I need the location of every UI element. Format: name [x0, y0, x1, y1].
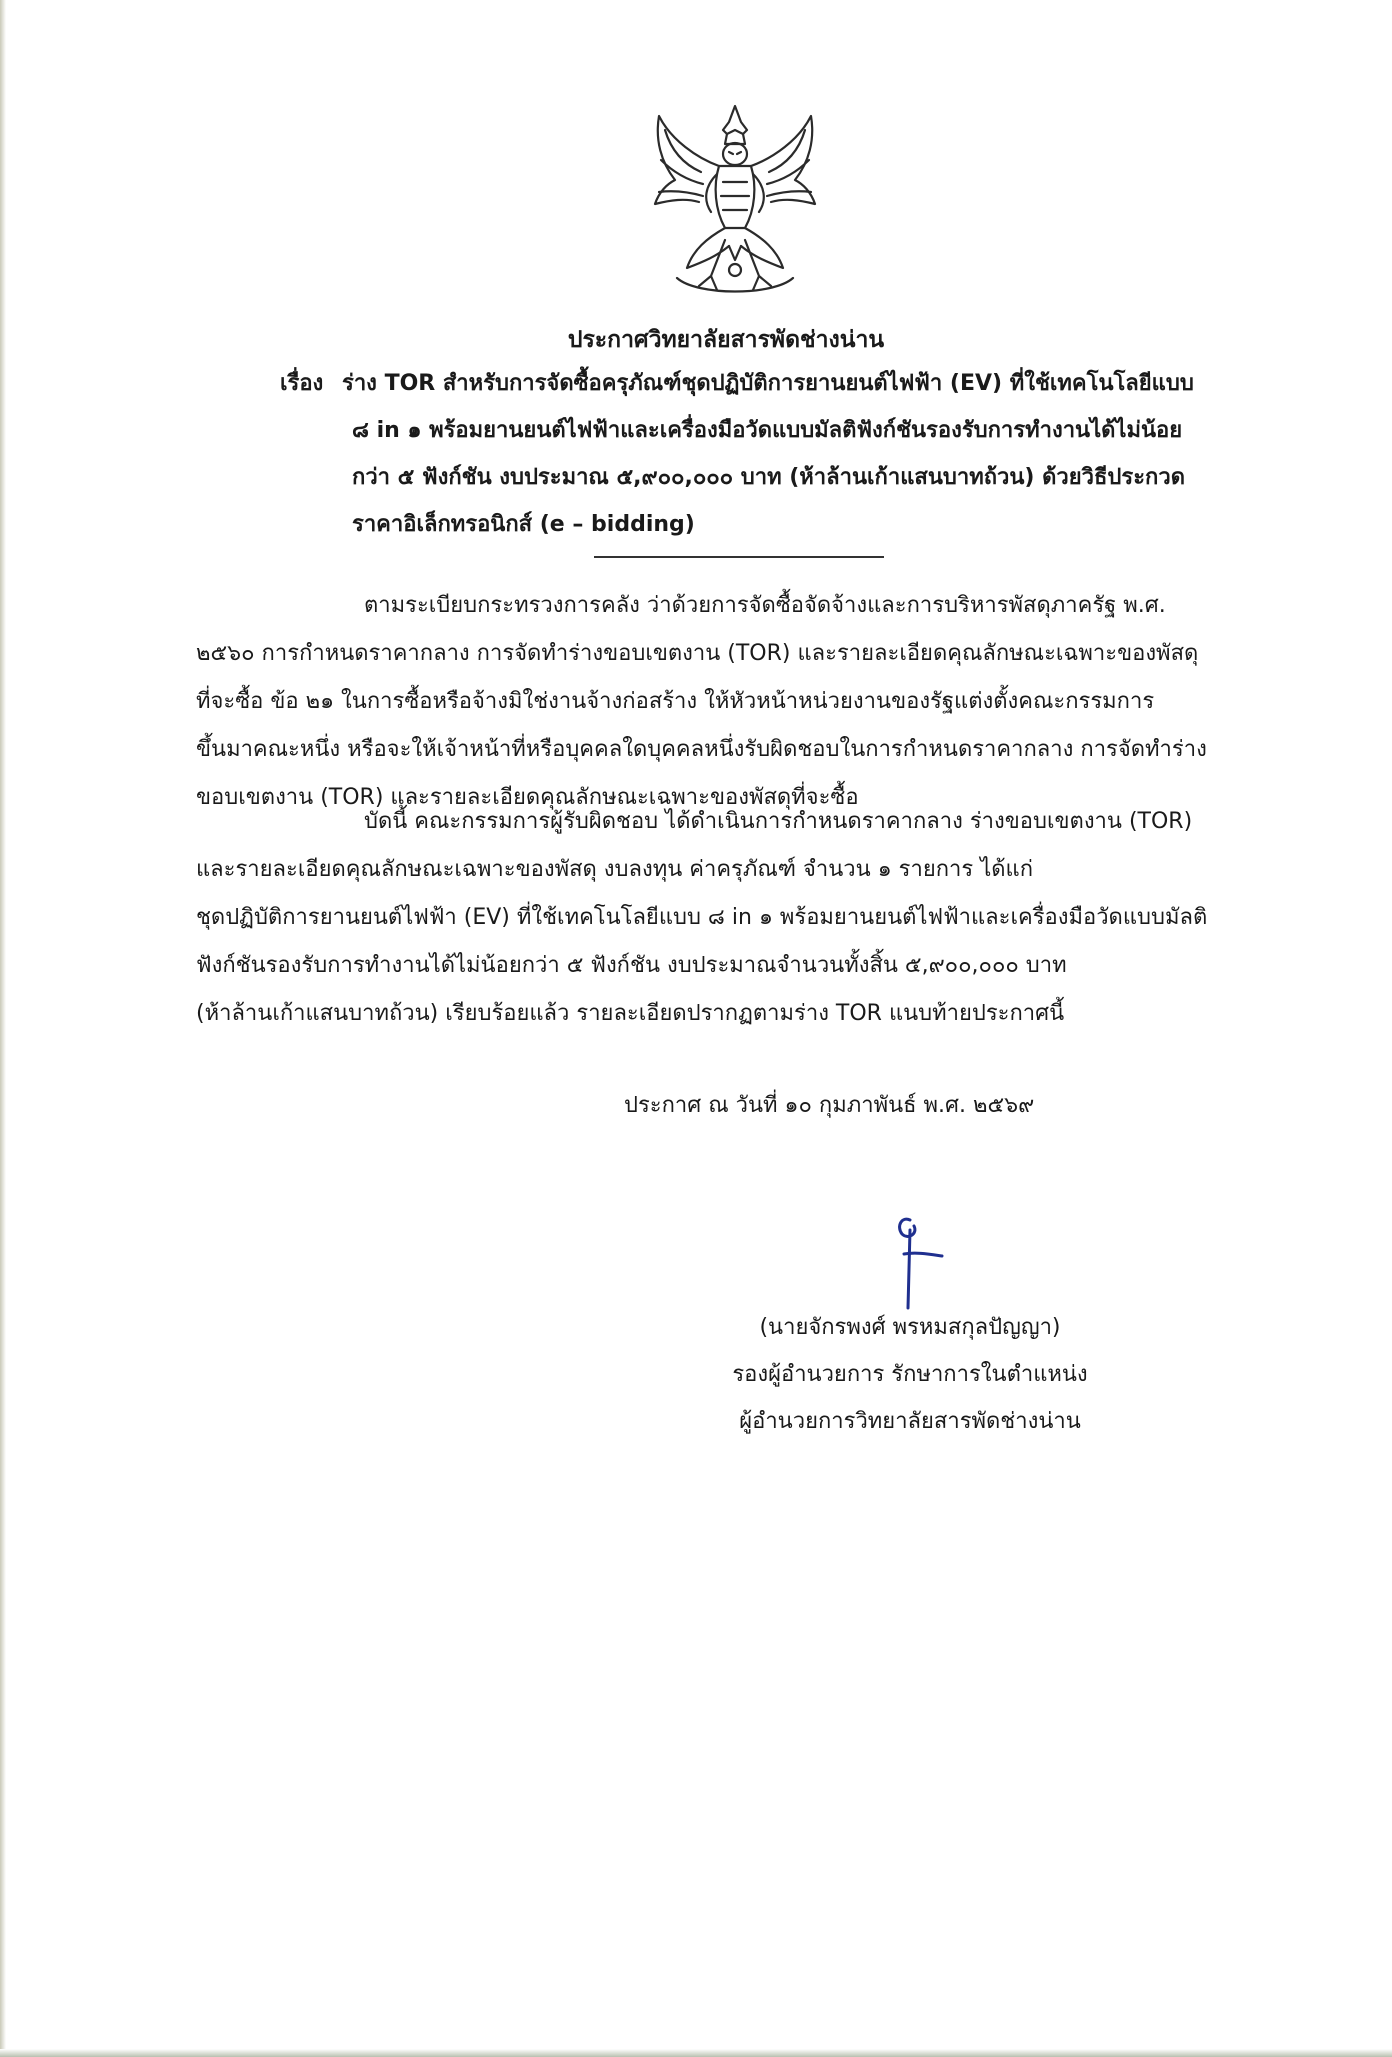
page-edge	[0, 0, 6, 2057]
paragraph-line: ตามระเบียบกระทรวงการคลัง ว่าด้วยการจัดซื้อจัดจ้างและการบริหารพัสดุภาครัฐ พ.ศ.	[364, 593, 1166, 618]
garuda-emblem-icon	[637, 100, 833, 300]
signer-position: รองผู้อำนวยการ รักษาการในตำแหน่ง	[732, 1362, 1088, 1387]
paragraph-line: บัดนี้ คณะกรรมการผู้รับผิดชอบ ได้ดำเนินการกำหนดราคากลาง ร่างขอบเขตงาน (TOR)	[364, 809, 1193, 834]
paragraph-line: ฟังก์ชันรองรับการทำงานได้ไม่น้อยกว่า ๕ ฟังก์ชัน งบประมาณจำนวนทั้งสิ้น ๕,๙๐๐,๐๐๐ บาท	[196, 953, 1067, 978]
paragraph-line: (ห้าล้านเก้าแสนบาทถ้วน) เรียบร้อยแล้ว รายละเอียดปรากฏตามร่าง TOR แนบท้ายประกาศนี้	[196, 1001, 1065, 1026]
document-title: ประกาศวิทยาลัยสารพัดช่างน่าน	[567, 327, 885, 353]
signer-position: ผู้อำนวยการวิทยาลัยสารพัดช่างน่าน	[739, 1409, 1081, 1434]
divider-rule	[594, 556, 884, 558]
subject-line: ร่าง TOR สำหรับการจัดซื้อครุภัณฑ์ชุดปฏิบัติการยานยนต์ไฟฟ้า (EV) ที่ใช้เทคโนโลยีแบบ	[342, 371, 1194, 396]
paragraph-line: ขอบเขตงาน (TOR) และรายละเอียดคุณลักษณะเฉพาะของพัสดุที่จะซื้อ	[196, 785, 859, 810]
paragraph-line: ๒๕๖๐ การกำหนดราคากลาง การจัดทำร่างขอบเขตงาน (TOR) และรายละเอียดคุณลักษณะเฉพาะของพัสดุ	[196, 641, 1199, 666]
subject-line: ราคาอิเล็กทรอนิกส์ (e – bidding)	[352, 512, 695, 537]
signer-block	[680, 1304, 1140, 1445]
signature-icon	[880, 1212, 960, 1312]
signer-name: (นายจักรพงศ์ พรหมสกุลปัญญา)	[759, 1315, 1061, 1340]
announce-date: ประกาศ ณ วันที่ ๑๐ กุมภาพันธ์ พ.ศ. ๒๕๖๙	[624, 1093, 1035, 1118]
paragraph-line: ขึ้นมาคณะหนึ่ง หรือจะให้เจ้าหน้าที่หรือบุคคลใดบุคคลหนึ่งรับผิดชอบในการกำหนดราคากลาง การจัดทำร่าง	[196, 737, 1207, 762]
paragraph-line: และรายละเอียดคุณลักษณะเฉพาะของพัสดุ งบลงทุน ค่าครุภัณฑ์ จำนวน ๑ รายการ ได้แก่	[196, 857, 1034, 882]
subject-label: เรื่อง	[280, 371, 324, 396]
page-edge-bottom	[0, 2049, 1392, 2057]
subject-line: ๘ in ๑ พร้อมยานยนต์ไฟฟ้าและเครื่องมือวัดแบบมัลติฟังก์ชันรองรับการทำงานได้ไม่น้อย	[352, 418, 1183, 443]
paragraph-line: ชุดปฏิบัติการยานยนต์ไฟฟ้า (EV) ที่ใช้เทคโนโลยีแบบ ๘ in ๑ พร้อมยานยนต์ไฟฟ้าและเครื่องมือวัดแบบมัลติ	[196, 905, 1208, 930]
subject-line: กว่า ๕ ฟังก์ชัน งบประมาณ ๕,๙๐๐,๐๐๐ บาท (ห้าล้านเก้าแสนบาทถ้วน) ด้วยวิธีประกวด	[352, 465, 1185, 490]
paragraph-line: ที่จะซื้อ ข้อ ๒๑ ในการซื้อหรือจ้างมิใช่งานจ้างก่อสร้าง ให้หัวหน้าหน่วยงานของรัฐแต่งตั้งคณะกรรมการ	[196, 689, 1155, 714]
